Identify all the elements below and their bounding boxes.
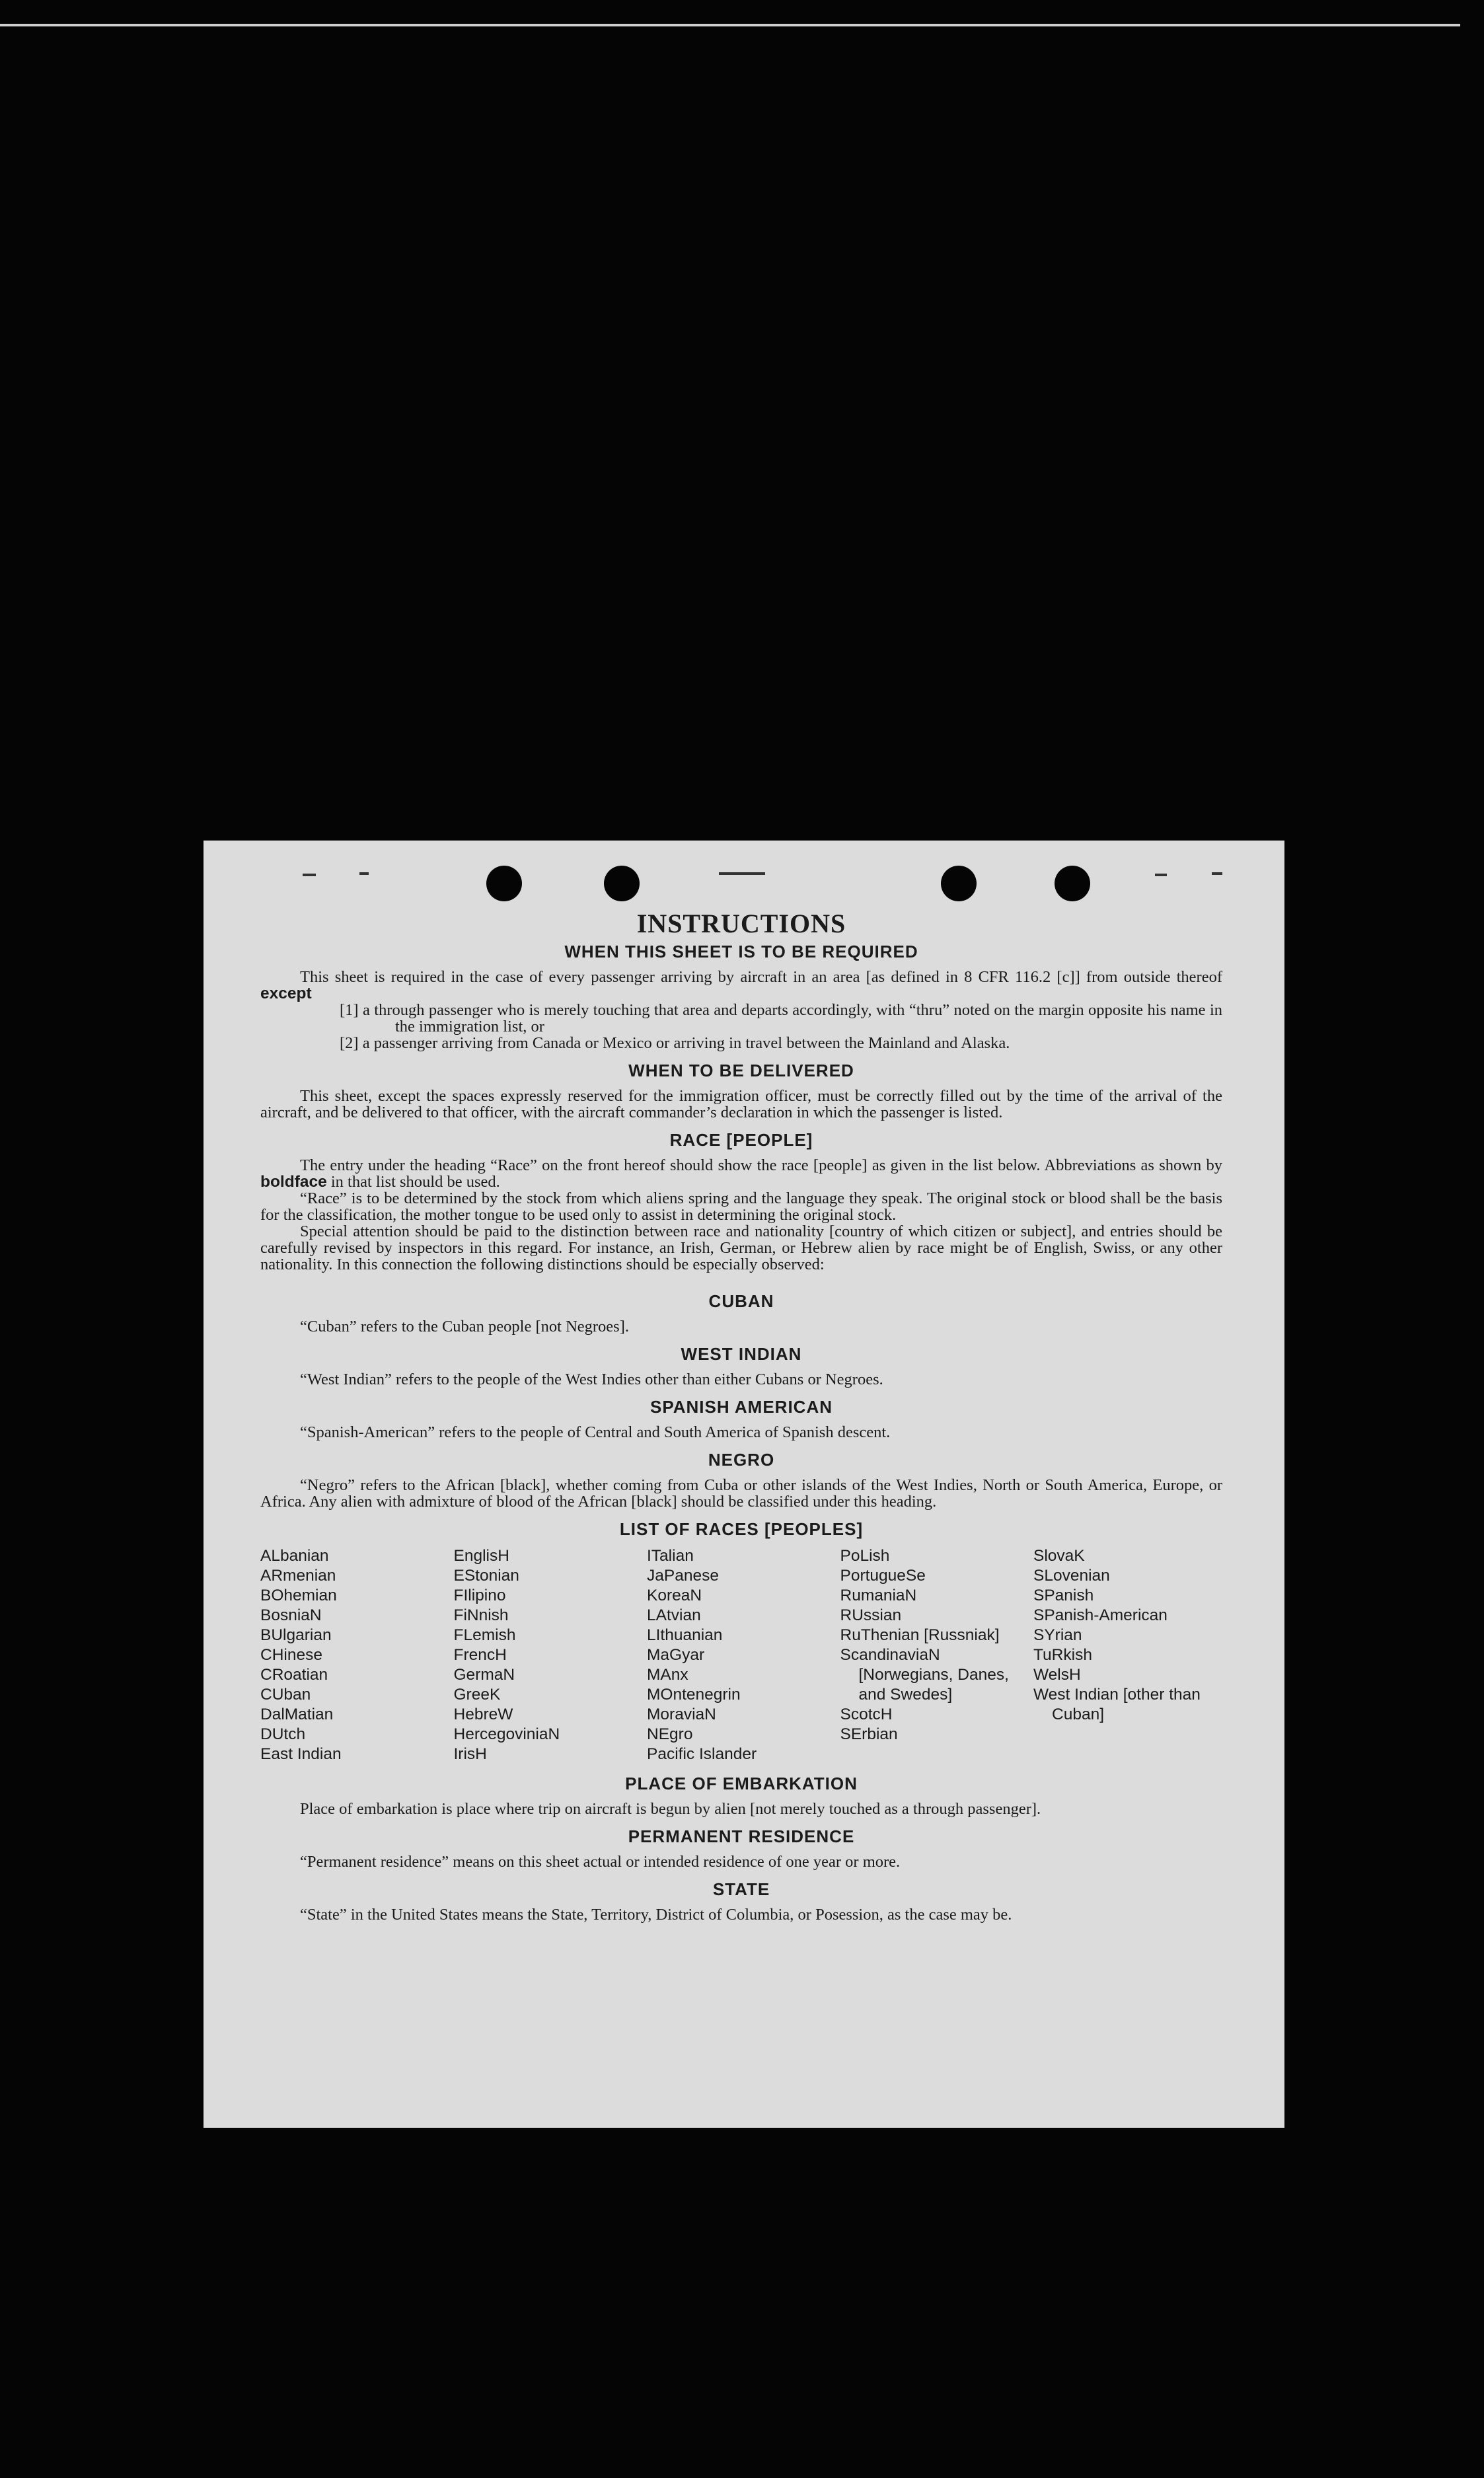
races-column-4 [840,1546,1029,1764]
race-entry: ITalian [647,1547,694,1565]
race-entry: PoLish [840,1547,890,1565]
race-entry: ALbanian [260,1547,329,1565]
race-entry: FLemish [453,1626,516,1644]
section-heading-west-indian: WEST INDIAN [681,1344,802,1364]
race-entry: GermaN [453,1666,515,1684]
section-heading-when-required: WHEN THIS SHEET IS TO BE REQUIRED [564,942,918,961]
race-entry: RUssian [840,1606,902,1624]
section-heading-embarkation: PLACE OF EMBARKATION [625,1774,858,1793]
race-paragraph-3: Special attention should be paid to the distinction between race and nationality [country of which citizen or subject], and entries should be carefully revised by inspectors in this regard. For instance, an Irish, German, or Hebrew alien by race might be of English, Swiss, or any other nationality. In this connection the following distinctions should be especially observed: [260,1222,1222,1273]
cuban-text: “Cuban” refers to the Cuban people [not Negroes]. [300,1318,629,1335]
section-heading-spanish-american: SPANISH AMERICAN [649,1397,833,1417]
race-entry: FIlipino [453,1587,506,1604]
race-entry: CHinese [260,1646,322,1664]
race-entry: ARmenian [260,1567,336,1585]
race-entry: EnglisH [453,1547,509,1565]
scan-speck [1212,872,1222,875]
race-entry: SLovenian [1033,1567,1110,1585]
race-entry: SlovaK [1033,1547,1085,1565]
race-entry: LIthuanian [647,1626,723,1644]
races-list [260,1546,1222,1764]
race-entry: NEgro [647,1725,693,1743]
race-entry: PortugueSe [840,1567,926,1585]
negro-text: “Negro” refers to the African [black], whether coming from Cuba or other islands of the West Indies, North or South America, Europe, or Africa. Any alien with admixture of blood of the African [black] should be classified under this heading. [260,1476,1222,1511]
race-paragraph-1: The entry under the heading “Race” on the front hereof should show the race [people] as given in the list below. Abbreviations as shown by boldface in that list should be used. [260,1156,1222,1191]
race-entry: ScandinaviaN [Norwegians, Danes, and Swedes] [840,1646,1009,1704]
race-entry: EStonian [453,1567,519,1585]
west-indian-text: “West Indian” refers to the people of the West Indies other than either Cubans or Negroes. [300,1370,883,1388]
races-column-3 [647,1546,836,1764]
race-entry: MaGyar [647,1646,705,1664]
punch-hole [941,866,977,901]
scan-speck [359,872,369,875]
section-heading-race: RACE [PEOPLE] [669,1130,813,1150]
page-title: INSTRUCTIONS [636,909,846,938]
races-column-1 [260,1546,449,1764]
race-entry: BUlgarian [260,1626,332,1644]
races-column-2 [454,1546,643,1764]
race-entry: IrisH [453,1745,487,1763]
exception-item-2: [2] a passenger arriving from Canada or Mexico or arriving in travel between the Mainland and Alaska. [340,1034,1010,1052]
scan-speck [719,872,765,875]
instruction-sheet [204,841,1284,2128]
race-entry: GreeK [453,1686,501,1704]
race-entry: MoraviaN [647,1706,716,1723]
race-entry: Pacific Islander [647,1745,757,1763]
race-entry: FrencH [453,1646,507,1664]
race-entry: FiNnish [453,1606,509,1624]
race-entry: CUban [260,1686,311,1704]
race-entry: BOhemian [260,1587,337,1604]
race-entry: HebreW [453,1706,513,1723]
section-heading-when-delivered: WHEN TO BE DELIVERED [628,1061,854,1080]
section-heading-list-of-races: LIST OF RACES [PEOPLES] [619,1519,864,1539]
race-entry: WelsH [1033,1666,1081,1684]
instructions-content [260,908,1222,1923]
race-entry: DUtch [260,1725,306,1743]
race-entry: RumaniaN [840,1587,917,1604]
race-entry: RuThenian [Russniak] [840,1626,1000,1644]
section-heading-negro: NEGRO [708,1450,775,1470]
race-entry: SPanish [1033,1587,1094,1604]
section-heading-cuban: CUBAN [708,1291,774,1311]
race-entry: West Indian [other than Cuban] [1033,1686,1201,1723]
races-column-5 [1033,1546,1222,1764]
exception-item-1: [1] a through passenger who is merely touching that area and departs accordingly, with “thru” noted on the margin opposite his name in the immigration list, or [340,1001,1222,1035]
race-entry: MAnx [647,1666,688,1684]
race-entry: HercegoviniaN [453,1725,560,1743]
race-entry: KoreaN [647,1587,702,1604]
section-heading-state: STATE [712,1879,770,1899]
spanish-american-text: “Spanish-American” refers to the people of Central and South America of Spanish descent. [300,1423,891,1441]
race-entry: TuRkish [1033,1646,1092,1664]
race-entry: East Indian [260,1745,342,1763]
permanent-residence-text: “Permanent residence” means on this sheet actual or intended residence of one year or more. [300,1853,901,1871]
race-entry: SErbian [840,1725,898,1743]
punch-hole [486,866,522,901]
race-entry: LAtvian [647,1606,701,1624]
race-entry: SYrian [1033,1626,1082,1644]
state-text: “State” in the United States means the State, Territory, District of Columbia, or Posession, as the case may be. [300,1906,1012,1924]
race-entry: CRoatian [260,1666,328,1684]
punch-hole [1055,866,1090,901]
scan-speck [303,874,316,876]
scan-top-rule [0,24,1460,26]
race-paragraph-2: “Race” is to be determined by the stock from which aliens spring and the language they speak. The original stock or blood shall be the basis for the classification, the mother tongue to be used only to assist in determining the original stock. [260,1189,1222,1224]
race-entry: BosniaN [260,1606,322,1624]
race-entry: JaPanese [647,1567,719,1585]
race-entry: DalMatian [260,1706,334,1723]
race-entry: MOntenegrin [647,1686,741,1704]
embarkation-text: Place of embarkation is place where trip on aircraft is begun by alien [not merely touched as a through passenger]. [300,1800,1041,1818]
race-entry: ScotcH [840,1706,893,1723]
section-heading-permanent-residence: PERMANENT RESIDENCE [628,1826,855,1846]
punch-hole [604,866,640,901]
scan-speck [1155,874,1167,876]
race-entry: SPanish-American [1033,1606,1168,1624]
when-delivered-text: This sheet, except the spaces expressly reserved for the immigration officer, must be correctly filled out by the time of the arrival of the aircraft, and be delivered to that officer, with the aircraft commander’s declaration in which the passenger is listed. [260,1087,1222,1121]
when-required-text: This sheet is required in the case of every passenger arriving by aircraft in an area [as defined in 8 CFR 116.2 [c]] from outside thereof except [260,968,1222,1002]
